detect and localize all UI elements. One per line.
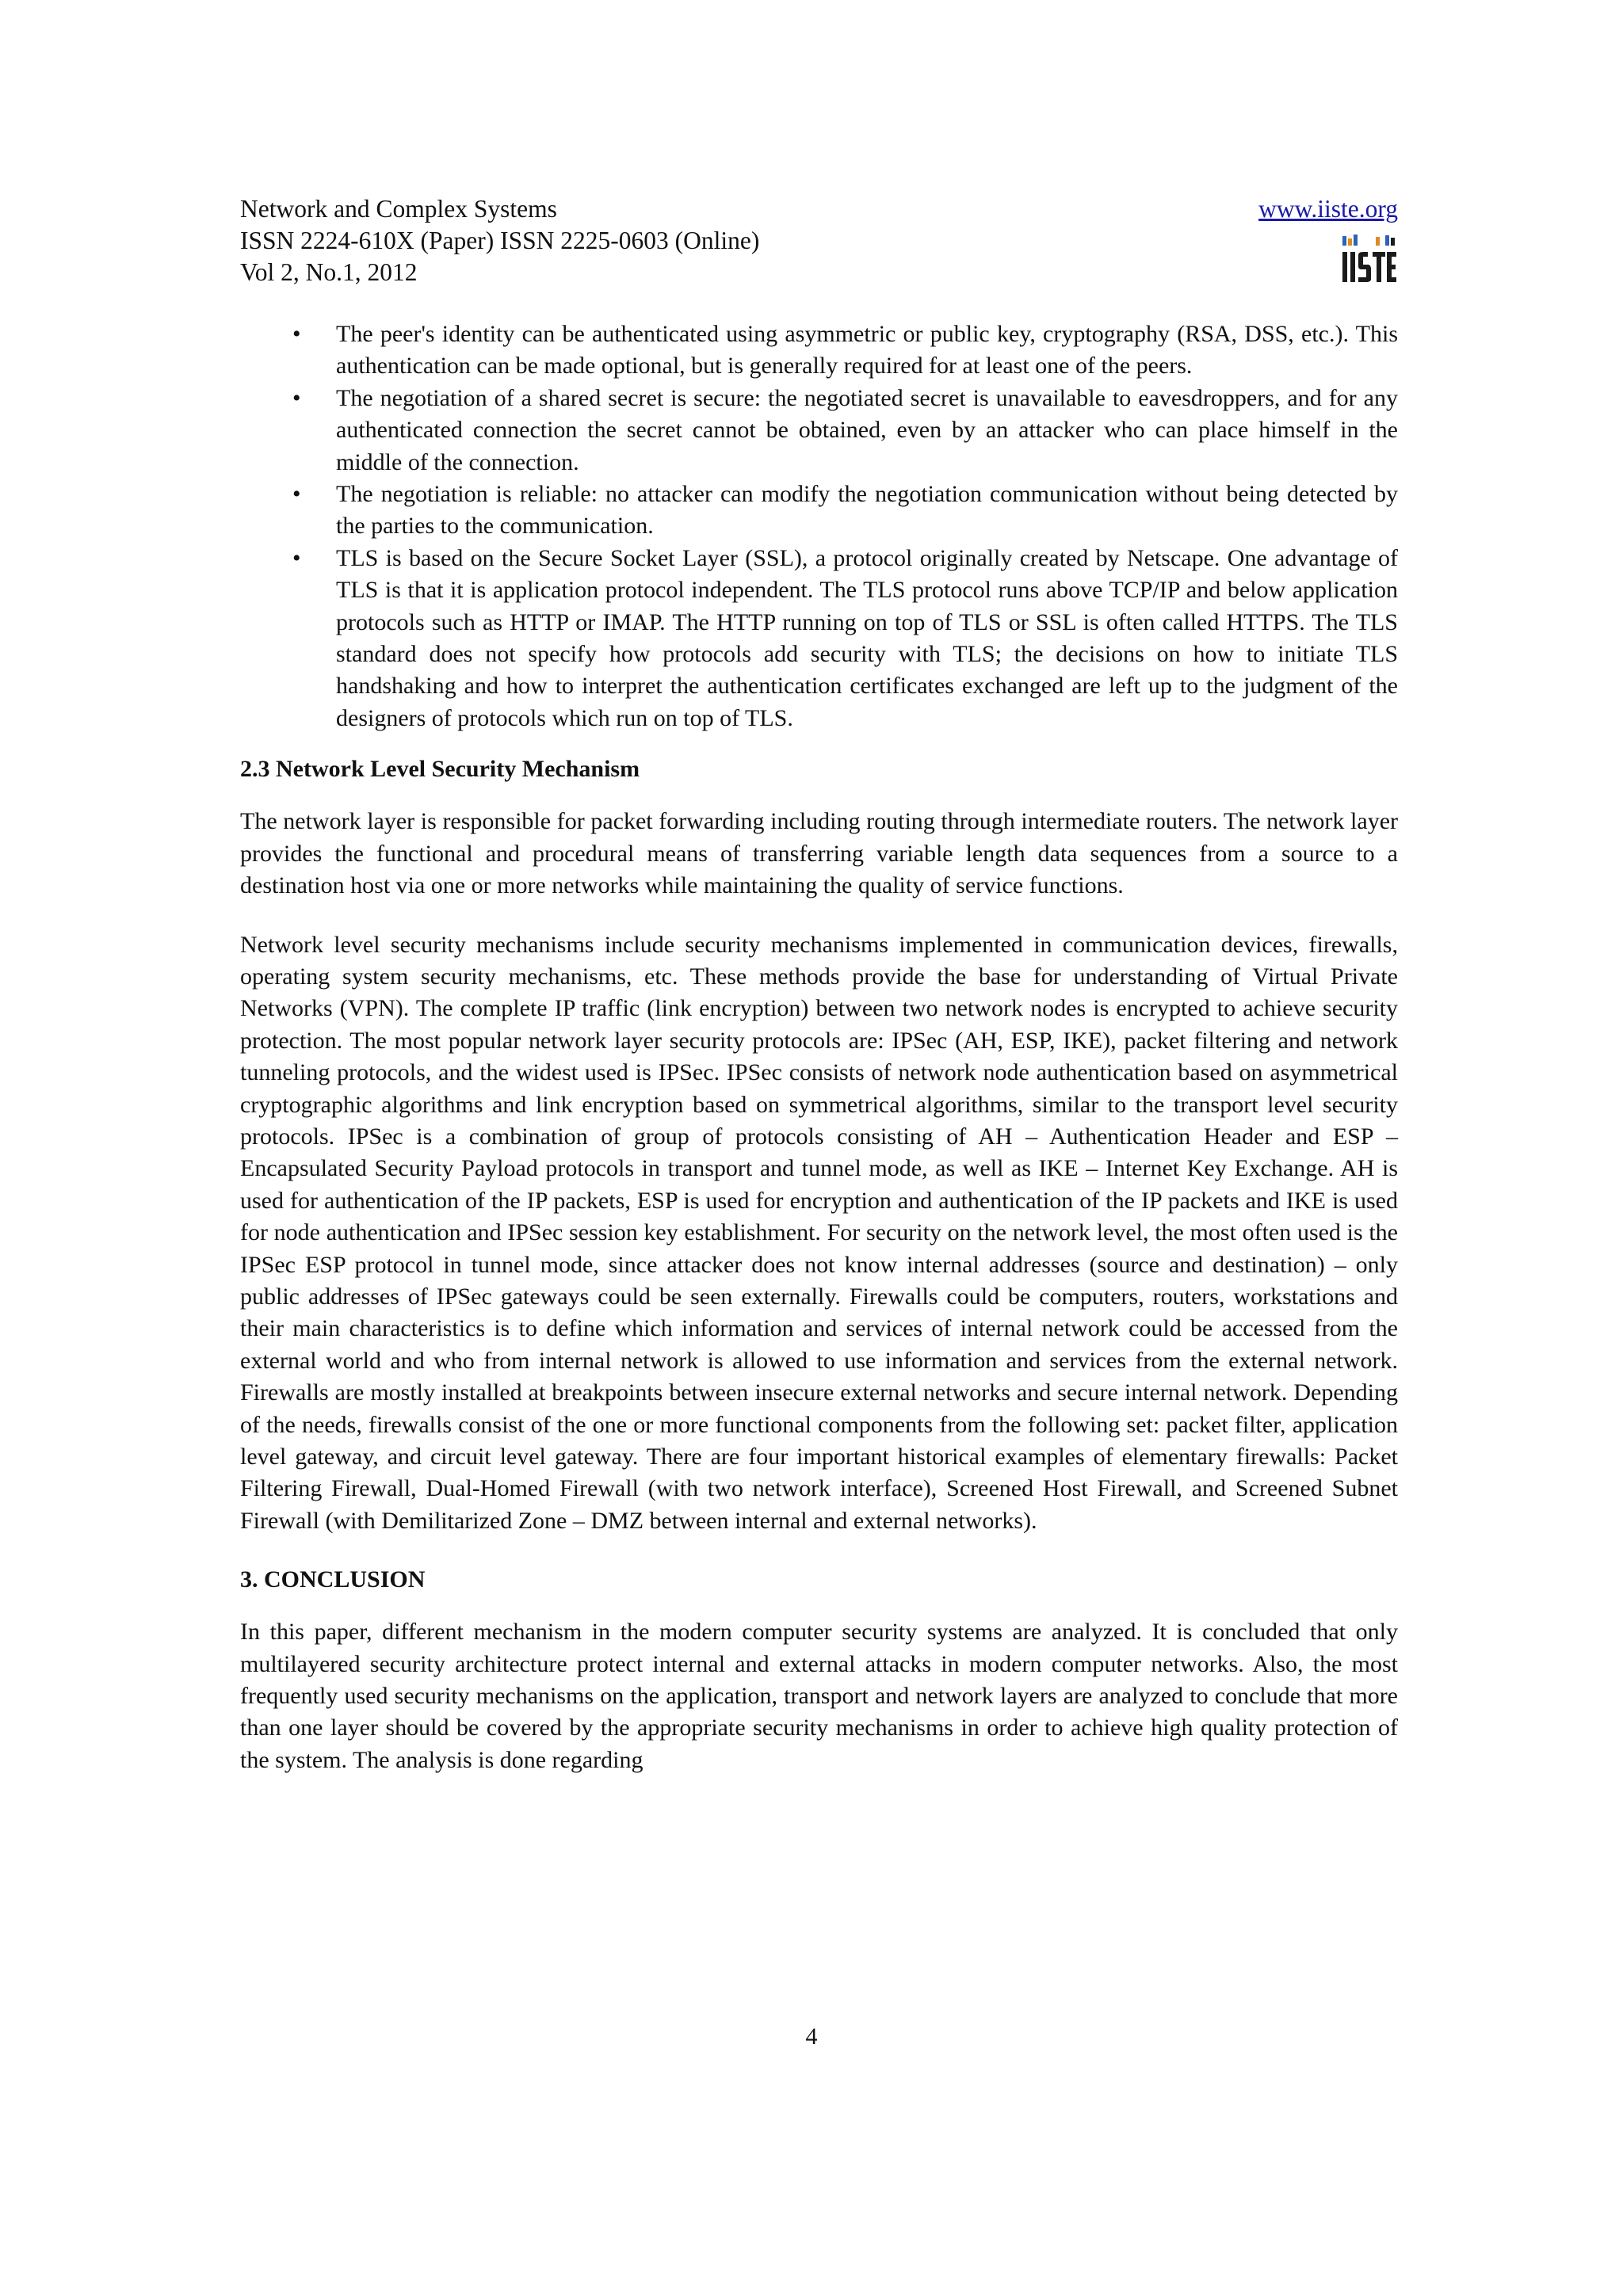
article-body — [240, 318, 1398, 1803]
journal-url-link[interactable]: www.iiste.org — [1258, 195, 1398, 223]
section-heading-conclusion: 3. CONCLUSION — [240, 1566, 426, 1593]
section-heading-network-level: 2.3 Network Level Security Mechanism — [240, 756, 640, 783]
bullet-icon: • — [292, 321, 301, 347]
issn-line: ISSN 2224-610X (Paper) ISSN 2225-0603 (Online) — [240, 227, 760, 254]
bullet-icon: • — [292, 384, 301, 411]
list-item — [240, 318, 1398, 383]
page-header — [240, 193, 1398, 288]
list-item — [240, 543, 1398, 734]
page-number: 4 — [805, 2023, 818, 2050]
bullet-icon: • — [292, 481, 301, 508]
paragraph: The network layer is responsible for packet forwarding including routing through intermediate routers. The network layer provides the functional and procedural means of transferring variable length data sequences from a source to a destination host via one or more networks while maintaining the quality of service functions. — [240, 808, 1398, 899]
bullet-text: The negotiation of a shared secret is secure: the negotiated secret is unavailable to eavesdroppers, and for any authenticated connection the secret cannot be obtained, even by an attacker who can place himself in the middle of the connection. — [336, 384, 1398, 475]
list-item — [240, 383, 1398, 479]
bullet-text: TLS is based on the Secure Socket Layer (SSL), a protocol originally created by Netscape. One advantage of TLS is that it is application protocol independent. The TLS protocol runs above TCP/IP and below application protocols such as HTTP or IMAP. The HTTP running on top of TLS or SSL is often called HTTPS. The TLS standard does not specify how protocols add security with TLS; the decisions on how to initiate TLS handshaking and how to interpret the authentication certificates exchanged are left up to the judgment of the designers of protocols which run on top of TLS. — [336, 544, 1398, 731]
feature-bullet-list — [240, 318, 1398, 734]
bullet-icon: • — [292, 544, 301, 571]
paragraph: Network level security mechanisms include security mechanisms implemented in communication devices, firewalls, operating system security mechanisms, etc. These methods provide the base for understanding of Virtual Private Networks (VPN). The complete IP traffic (link encryption) between two network nodes is encrypted to achieve security protection. The most popular network layer security protocols are: IPSec (AH, ESP, IKE), packet filtering and network tunneling protocols, and the widest used is IPSec. IPSec consists of network node authentication based on asymmetrical cryptographic algorithms and link encryption based on symmetrical algorithms, similar to the transport level security protocols. IPSec is a combination of group of protocols consisting of AH – Authentication Header and ESP – Encapsulated Security Payload protocols in transport and tunnel mode, as well as IKE – Internet Key Exchange. AH is used for authentication of the IP packets, ESP is used for encryption and authentication of the IP packets and IKE is used for node authentication and IPSec session key establishment. For security on the network level, the most often used is the IPSec ESP protocol in tunnel mode, since attacker does not know internal addresses (source and destination) – only public addresses of IPSec gateways could be seen externally. Firewalls could be computers, routers, workstations and their main characteristics is to define which information and services of internal network could be accessed from the external world and who from internal network is allowed to use information and services from the external network. Firewalls are mostly installed at breakpoints between insecure external networks and secure internal network. Depending of the needs, firewalls consist of the one or more functional components from the following set: packet filter, application level gateway, and circuit level gateway. There are four important historical examples of elementary firewalls: Packet Filtering Firewall, Dual-Homed Firewall (with two network interface), Screened Host Firewall, and Screened Subnet Firewall (with Demilitarized Zone – DMZ between internal and external networks). — [240, 931, 1398, 1534]
bullet-text: The negotiation is reliable: no attacker can modify the negotiation communication without being detected by the parties to the communication. — [336, 481, 1398, 540]
journal-title: Network and Complex Systems — [240, 195, 557, 223]
paragraph: In this paper, different mechanism in the modern computer security systems are analyzed. It is concluded that only multilayered security architecture protect internal and external attacks in modern computer networks. Also, the most frequently used security mechanisms on the application, transport and network layers are analyzed to conclude that more than one layer should be covered by the appropriate security mechanisms in order to achieve high quality protection of the system. The analysis is done regarding — [240, 1619, 1398, 1773]
iiste-logo-icon — [1341, 235, 1398, 284]
bullet-text: The peer's identity can be authenticated using asymmetric or public key, cryptography (RSA, DSS, etc.). This authentication can be made optional, but is generally required for at least one of the peers. — [336, 321, 1398, 379]
volume-line: Vol 2, No.1, 2012 — [240, 258, 418, 286]
list-item — [240, 479, 1398, 543]
